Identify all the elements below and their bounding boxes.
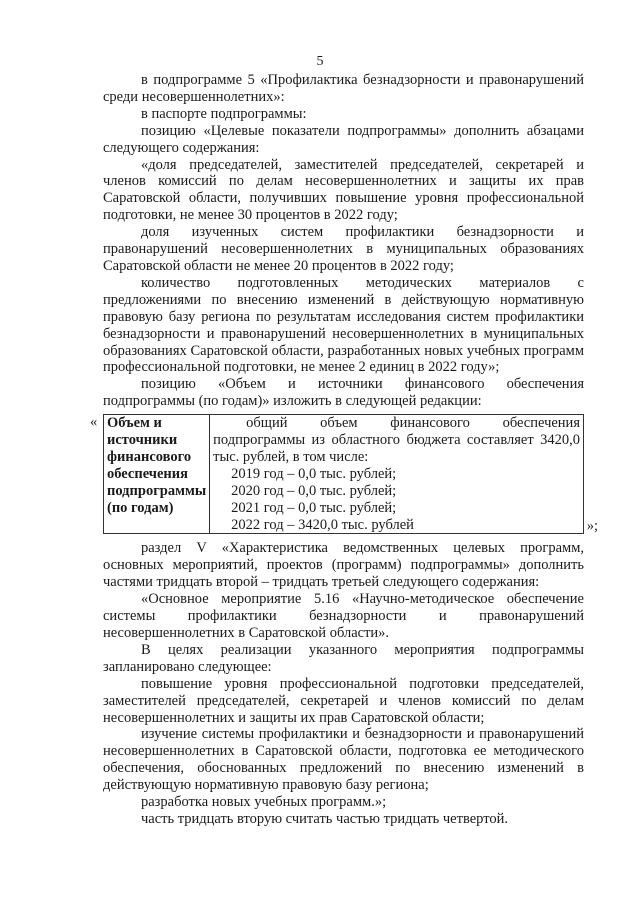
paragraph: «доля председателей, заместителей председателей, секретарей и членов комиссий по делам несовершеннолетних и защиты их прав Саратовской области, получивших повышение уровня профессиональной подготовки, не менее 30 процентов в 2022 году; xyxy=(103,156,584,224)
year-line: 2020 год – 0,0 тыс. рублей; xyxy=(231,482,397,499)
table-row xyxy=(104,415,584,534)
page-number: 5 xyxy=(316,54,324,69)
table-intro: общий объем финансового обеспечения подпрограммы из областного бюджета составляет 3420,0 тыс. рублей, в том числе: xyxy=(213,415,580,465)
financing-table-block xyxy=(90,414,598,534)
table-value-cell xyxy=(210,415,584,534)
open-quote: « xyxy=(90,414,98,431)
year-line: 2019 год – 0,0 тыс. рублей; xyxy=(231,465,397,482)
table-label-cell: Объем и источники финансового обеспечения подпрограммы (по годам) xyxy=(104,415,210,534)
close-quote: »; xyxy=(586,517,598,534)
year-line: 2022 год – 3420,0 тыс. рублей xyxy=(231,516,414,533)
paragraph: количество подготовленных методических материалов с предложениями по внесению изменений в действующую нормативную правовую базу региона по результатам исследования систем профилактики безнадзорности и правонарушений несовершеннолетних в муниципальных образованиях Саратовской области, разработанных новых учебных программ профессиональной подготовки, не менее 2 единиц в 2022 году»; xyxy=(103,274,584,376)
paragraph: раздел V «Характеристика ведомственных целевых программ, основных мероприятий, проектов (программ) подпрограммы» дополнить частями тридцать второй – тридцать третьей следующего содержания: xyxy=(103,540,584,591)
paragraph: в подпрограмме 5 «Профилактика безнадзорности и правонарушений среди несовершеннолетних»: xyxy=(103,72,584,105)
document-body xyxy=(90,72,598,828)
paragraph: разработка новых учебных программ.»; xyxy=(141,794,387,811)
paragraph: в паспорте подпрограммы: xyxy=(141,105,307,122)
paragraph: позицию «Объем и источники финансового обеспечения подпрограммы (по годам)» изложить в следующей редакции: xyxy=(103,376,584,410)
paragraph: повышение уровня профессиональной подготовки председателей, заместителей председателей, секретарей и членов комиссий по делам несовершеннолетних и защиты их прав Саратовской области; xyxy=(103,675,584,726)
paragraph: В целях реализации указанного мероприятия подпрограммы запланировано следующее: xyxy=(103,641,584,675)
paragraph: доля изученных систем профилактики безнадзорности и правонарушений несовершеннолетних в муниципальных образованиях Саратовской области не менее 20 процентов в 2022 году; xyxy=(103,224,584,274)
paragraph: часть тридцать вторую считать частью тридцать четвертой. xyxy=(141,810,508,827)
paragraph: «Основное мероприятие 5.16 «Научно-методическое обеспечение системы профилактики безнадзорности и правонарушений несовершеннолетних в Саратовской области». xyxy=(103,591,584,641)
paragraph: изучение системы профилактики и безнадзорности и правонарушений несовершеннолетних в Саратовской области, подготовка ее методического обеспечения, обоснованных предложений по внесению изменений в действующую нормативную правовую базу региона; xyxy=(103,726,584,794)
paragraph: позицию «Целевые показатели подпрограммы» дополнить абзацами следующего содержания: xyxy=(103,122,584,156)
year-line: 2021 год – 0,0 тыс. рублей; xyxy=(231,499,397,516)
financing-table xyxy=(103,414,584,534)
